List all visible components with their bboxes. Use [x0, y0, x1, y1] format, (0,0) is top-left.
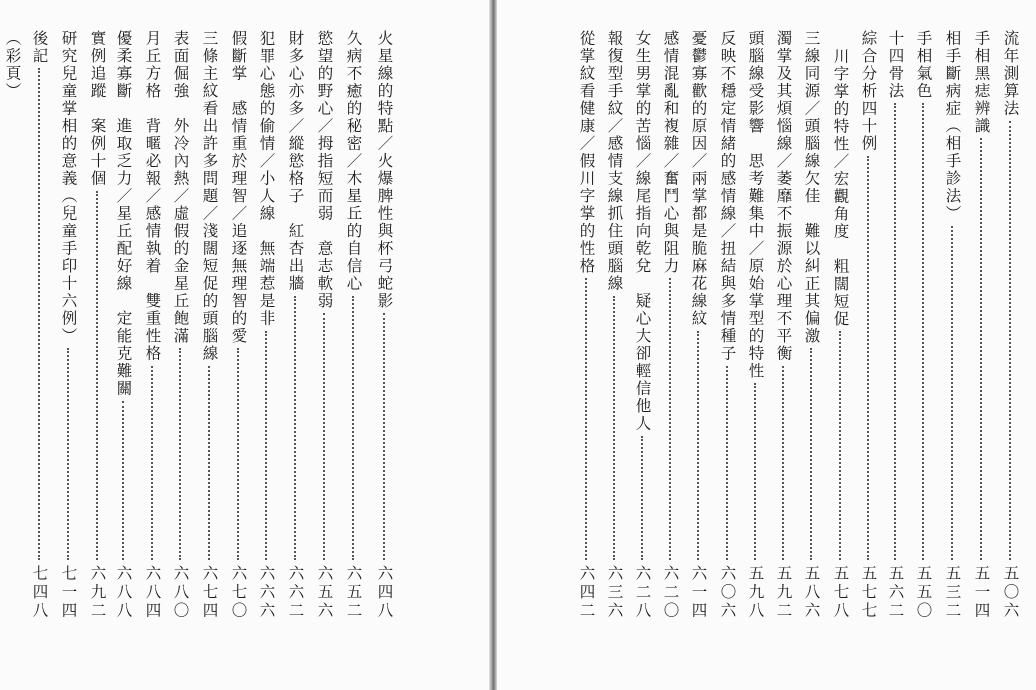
- toc-entry: [201, 30, 217, 620]
- toc-entry: [345, 30, 361, 620]
- toc-entry: [316, 30, 332, 620]
- toc-entry: [4, 30, 20, 100]
- dot-leader: [585, 278, 587, 560]
- toc-entry-title: 手相氣色: [914, 30, 933, 100]
- toc-entry-title: 綜合分析四十例: [859, 30, 878, 153]
- toc-entry-title: 反映不穩定情緒的感情線／扭結與多情種子: [718, 30, 737, 363]
- dot-leader: [641, 436, 643, 560]
- toc-entry-title: 頭腦線受影響 思考難集中／原始掌型的特性: [746, 30, 765, 380]
- dot-leader: [951, 226, 953, 560]
- dot-leader: [67, 348, 69, 560]
- toc-entry-title: 十四骨法: [886, 30, 905, 100]
- toc-entry: [747, 30, 763, 620]
- toc-entry: [662, 30, 678, 620]
- dot-leader: [669, 278, 671, 560]
- dot-leader: [697, 331, 699, 560]
- toc-entry: [944, 30, 960, 620]
- dot-leader: [352, 296, 354, 560]
- toc-entry-page: 五一四: [972, 564, 991, 620]
- toc-entry-page: 六一四: [689, 564, 708, 620]
- toc-entry: [775, 30, 791, 620]
- toc-entry: [376, 30, 392, 620]
- toc-entry-title: 憂鬱寡歡的原因／兩掌都是脆麻花線紋: [689, 30, 708, 328]
- toc-entry: [287, 30, 303, 620]
- toc-entry: [258, 30, 274, 620]
- toc-entry-page: 六八〇: [171, 564, 190, 620]
- toc-entry-page: 六八四: [143, 564, 162, 620]
- dot-leader: [294, 296, 296, 560]
- toc-entry-page: 六六二: [286, 564, 305, 620]
- toc-entry-title: 優柔寡斷 進取乏力／星丘配好線 定能克難關: [114, 30, 133, 398]
- toc-entry-page: 六二八: [633, 564, 652, 620]
- dot-leader: [179, 348, 181, 560]
- toc-entry: [1002, 30, 1018, 620]
- toc-entry-title: 川字掌的特性／宏觀角度 粗闊短促: [831, 48, 850, 328]
- toc-entry-page: 六二〇: [661, 564, 680, 620]
- toc-entry-title: 實例追蹤 案例十個: [88, 30, 107, 188]
- toc-entry: [832, 30, 848, 620]
- toc-entry-page: 五七七: [859, 564, 878, 620]
- dot-leader: [151, 366, 153, 560]
- toc-entry-page: 五八六: [802, 564, 821, 620]
- dot-leader: [96, 191, 98, 560]
- toc-entry-title: 報復型手紋／感情支線抓住頭腦線: [605, 30, 624, 293]
- toc-entry: [973, 30, 989, 620]
- dot-leader: [122, 401, 124, 560]
- toc-entry: [634, 30, 650, 620]
- left-page: [0, 0, 489, 690]
- toc-entry-page: 六四八: [375, 564, 394, 620]
- toc-entry-title: 女生男掌的苦惱／線尾指向乾兌 疑心大卻輕信他人: [633, 30, 652, 433]
- dot-leader: [839, 331, 841, 560]
- dot-leader: [726, 366, 728, 560]
- toc-entry-title: 三條主紋看出許多問題／淺闊短促的頭腦線: [200, 30, 219, 363]
- toc-entry-title: 研究兒童掌相的意義（兒童手印十六例）: [59, 30, 78, 345]
- toc-entry-title: 相手斷病症（相手診法）: [943, 30, 962, 223]
- toc-entry-title: （彩頁）: [3, 30, 22, 100]
- toc-entry-page: 六八八: [114, 564, 133, 620]
- book-gutter: [489, 0, 497, 690]
- dot-leader: [894, 103, 896, 560]
- dot-leader: [754, 383, 756, 560]
- dot-leader: [922, 103, 924, 560]
- toc-entry: [115, 30, 131, 620]
- toc-entry-page: 六六六: [257, 564, 276, 620]
- toc-entry-title: 財多心亦多／縱慾格子 紅杏出牆: [286, 30, 305, 293]
- toc-entry: [144, 30, 160, 620]
- dot-leader: [980, 138, 982, 560]
- toc-entry-page: 六〇六: [718, 564, 737, 620]
- toc-entry-page: 六三六: [605, 564, 624, 620]
- toc-entry-page: 五三二: [943, 564, 962, 620]
- toc-entry-title: 濁掌及其煩惱線／萎靡不振源於心理不平衡: [774, 30, 793, 363]
- dot-leader: [38, 68, 40, 560]
- toc-entry-page: 五六二: [886, 564, 905, 620]
- toc-entry-title: 慾望的野心／拇指短而弱 意志軟弱: [315, 30, 334, 310]
- dot-leader: [208, 366, 210, 560]
- toc-entry: [719, 30, 735, 620]
- toc-entry-page: 六七四: [200, 564, 219, 620]
- toc-entry-title: 犯罪心態的偷情／小人線 無端惹是非: [257, 30, 276, 328]
- toc-entry-page: 七四八: [30, 564, 49, 620]
- toc-entry-title: 三線同源／頭腦線欠佳 難以糾正其偏激: [802, 30, 821, 345]
- toc-entry-title: 月丘方格 背暱必報／感情執着 雙重性格: [143, 30, 162, 363]
- dot-leader: [383, 313, 385, 560]
- toc-entry-title: 表面倔強 外冷內熱／虛假的金星丘飽滿: [171, 30, 190, 345]
- right-page: [497, 0, 1036, 690]
- toc-entry: [89, 30, 105, 620]
- toc-entry-title: 久病不癒的秘密／木星丘的自信心: [344, 30, 363, 293]
- toc-entry-title: 火星線的特點／火爆脾性與杯弓蛇影: [375, 30, 394, 310]
- toc-entry-page: 七一四: [59, 564, 78, 620]
- toc-entry-page: 六五二: [344, 564, 363, 620]
- toc-entry-title: 流年測算法: [1001, 30, 1020, 118]
- toc-entry-page: 五七八: [831, 564, 850, 620]
- toc-entry: [690, 30, 706, 620]
- toc-entry-page: 六九二: [88, 564, 107, 620]
- toc-entry: [803, 30, 819, 620]
- dot-leader: [782, 366, 784, 560]
- dot-leader: [810, 348, 812, 560]
- toc-entry-title: 手相黑痣辨識: [972, 30, 991, 135]
- toc-entry: [887, 30, 903, 620]
- toc-entry-page: 五〇六: [1001, 564, 1020, 620]
- dot-leader: [867, 156, 869, 560]
- toc-entry: [860, 30, 876, 620]
- toc-entry-page: 六五六: [315, 564, 334, 620]
- dot-leader: [613, 296, 615, 560]
- toc-entry-page: 五九二: [774, 564, 793, 620]
- toc-entry: [31, 30, 47, 620]
- toc-entry-page: 五九八: [746, 564, 765, 620]
- dot-leader: [237, 348, 239, 560]
- toc-entry: [230, 30, 246, 620]
- toc-entry: [578, 30, 594, 620]
- toc-entry: [172, 30, 188, 620]
- toc-entry-title: 感情混亂和複雜／奮鬥心與阻力: [661, 30, 680, 275]
- dot-leader: [265, 331, 267, 560]
- toc-entry-title: 後記: [30, 30, 49, 65]
- dot-leader: [1009, 121, 1011, 560]
- toc-entry: [60, 30, 76, 620]
- toc-entry-title: 假斷掌 感情重於理智／追逐無理智的愛: [229, 30, 248, 345]
- dot-leader: [323, 313, 325, 560]
- toc-entry-page: 五五〇: [914, 564, 933, 620]
- toc-entry-page: 六七〇: [229, 564, 248, 620]
- toc-entry-page: 六四二: [577, 564, 596, 620]
- toc-entry: [915, 30, 931, 620]
- toc-entry-title: 從掌紋看健康／假川字掌的性格: [577, 30, 596, 275]
- toc-entry: [606, 30, 622, 620]
